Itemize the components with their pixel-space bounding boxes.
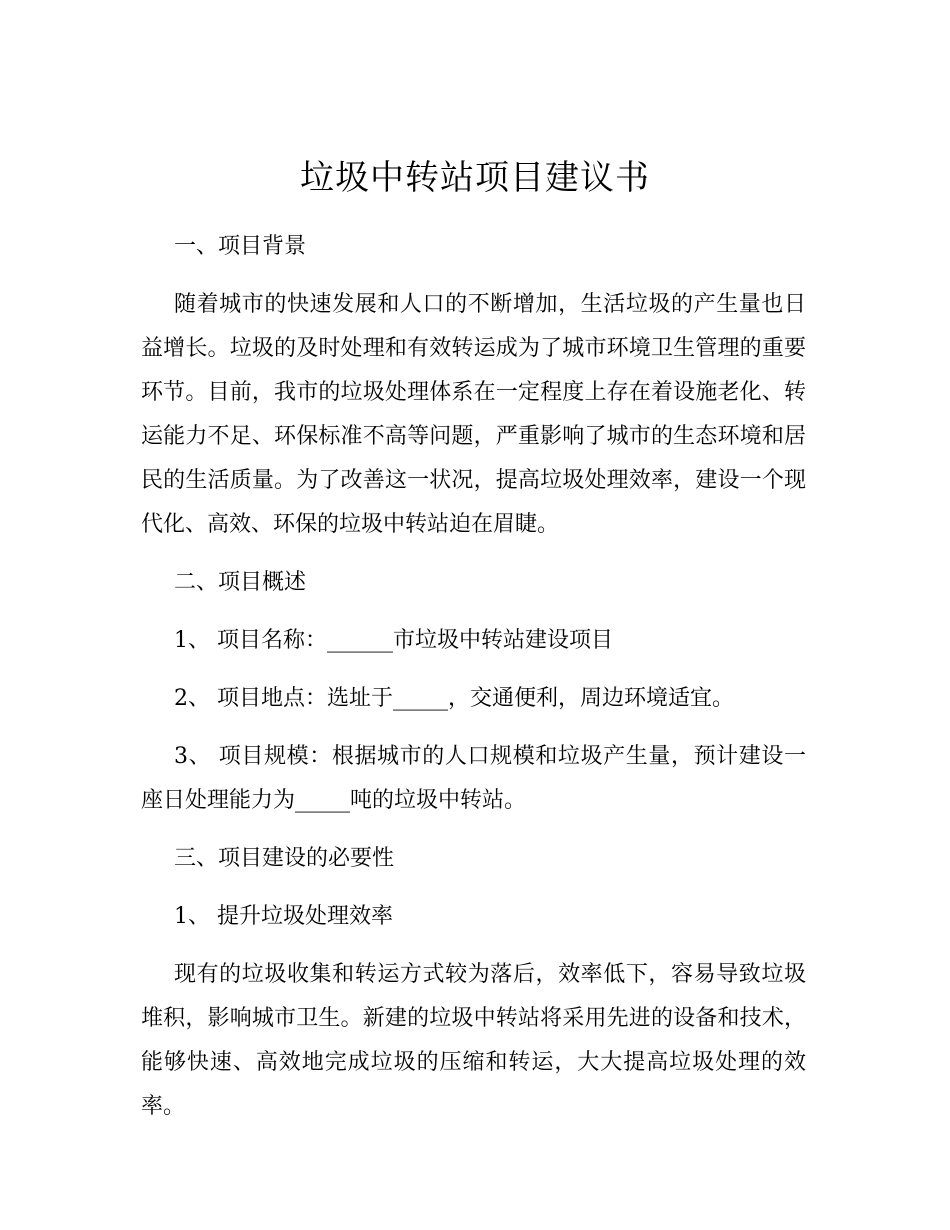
efficiency-paragraph: 现有的垃圾收集和转运方式较为落后，效率低下，容易导致垃圾堆积，影响城市卫生。新建的垃圾中转站将采用先进的设备和技术，能够快速、高效地完成垃圾的压缩和转运，大大提高垃圾处理的效率。 <box>141 962 806 1119</box>
overview-item-name: 1、 项目名称：______市垃圾中转站建设项目 <box>174 628 613 653</box>
document-title: 垃圾中转站项目建议书 <box>300 158 650 198</box>
background-paragraph: 随着城市的快速发展和人口的不断增加，生活垃圾的产生量也日益增长。垃圾的及时处理和有效转运成为了城市环境卫生管理的重要环节。目前，我市的垃圾处理体系在一定程度上存在着设施老化、转运能力不足、环保标准不高等问题，严重影响了城市的生态环境和居民的生活质量。为了改善这一状况，提高垃圾处理效率，建设一个现代化、高效、环保的垃圾中转站迫在眉睫。 <box>141 292 806 537</box>
section-heading-necessity: 三、项目建设的必要性 <box>174 846 395 871</box>
section-heading-background: 一、项目背景 <box>174 234 307 259</box>
section-heading-overview: 二、项目概述 <box>174 570 307 595</box>
overview-item-location: 2、 项目地点：选址于_____，交通便利，周边环境适宜。 <box>174 686 734 711</box>
document-body <box>141 225 806 1143</box>
necessity-subheading-efficiency: 1、 提升垃圾处理效率 <box>174 904 393 929</box>
overview-item-scale: 3、 项目规模：根据城市的人口规模和垃圾产生量，预计建设一座日处理能力为_____吨的垃圾中转站。 <box>141 744 806 813</box>
